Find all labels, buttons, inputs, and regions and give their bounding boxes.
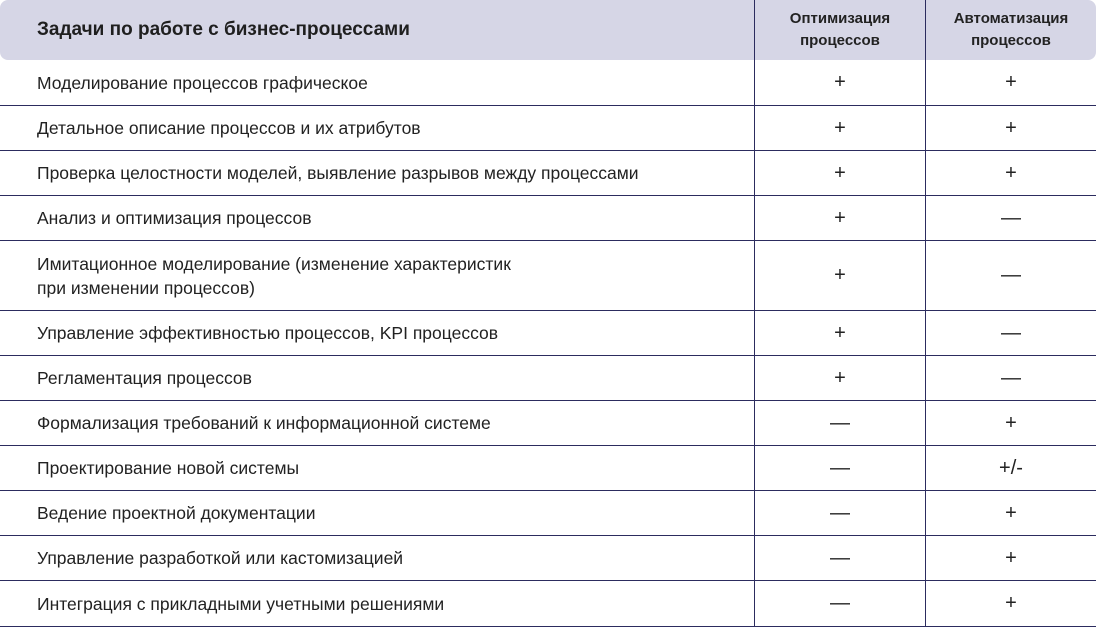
row-auto-mark: +: [925, 151, 1096, 196]
row-opt-mark: +: [754, 196, 925, 241]
row-task: Детальное описание процессов и их атрибутов: [0, 106, 754, 151]
row-task: Моделирование процессов графическое: [0, 60, 754, 106]
row-auto-mark: +: [925, 60, 1096, 106]
header-task: Задачи по работе с бизнес-процессами: [37, 19, 410, 40]
row-task: Управление разработкой или кастомизацией: [0, 536, 754, 581]
row-auto-mark: —: [925, 241, 1096, 311]
row-auto-mark: +/-: [925, 446, 1096, 491]
row-task: Формализация требований к информационной системе: [0, 401, 754, 446]
row-auto-mark: +: [925, 106, 1096, 151]
header-automation: Автоматизация процессов: [925, 0, 1096, 60]
row-task: Ведение проектной документации: [0, 491, 754, 536]
row-opt-mark: +: [754, 311, 925, 356]
row-opt-mark: +: [754, 60, 925, 106]
row-opt-mark: +: [754, 106, 925, 151]
row-task: Проверка целостности моделей, выявление разрывов между процессами: [0, 151, 754, 196]
row-opt-mark: +: [754, 151, 925, 196]
row-opt-mark: —: [754, 536, 925, 581]
row-task: Имитационное моделирование (изменение характеристик при изменении процессов): [0, 241, 754, 311]
row-opt-mark: —: [754, 491, 925, 536]
row-auto-mark: +: [925, 401, 1096, 446]
row-task: Интеграция с прикладными учетными решениями: [0, 581, 754, 627]
row-opt-mark: +: [754, 356, 925, 401]
row-task: Проектирование новой системы: [0, 446, 754, 491]
header-optimization: Оптимизация процессов: [754, 0, 925, 60]
row-task: Управление эффективностью процессов, KPI процессов: [0, 311, 754, 356]
row-auto-mark: —: [925, 311, 1096, 356]
row-auto-mark: +: [925, 536, 1096, 581]
row-auto-mark: —: [925, 196, 1096, 241]
row-task: Регламентация процессов: [0, 356, 754, 401]
row-auto-mark: +: [925, 491, 1096, 536]
row-auto-mark: —: [925, 356, 1096, 401]
row-opt-mark: —: [754, 401, 925, 446]
row-auto-mark: +: [925, 581, 1096, 627]
row-opt-mark: —: [754, 446, 925, 491]
row-opt-mark: —: [754, 581, 925, 627]
row-task: Анализ и оптимизация процессов: [0, 196, 754, 241]
row-opt-mark: +: [754, 241, 925, 311]
